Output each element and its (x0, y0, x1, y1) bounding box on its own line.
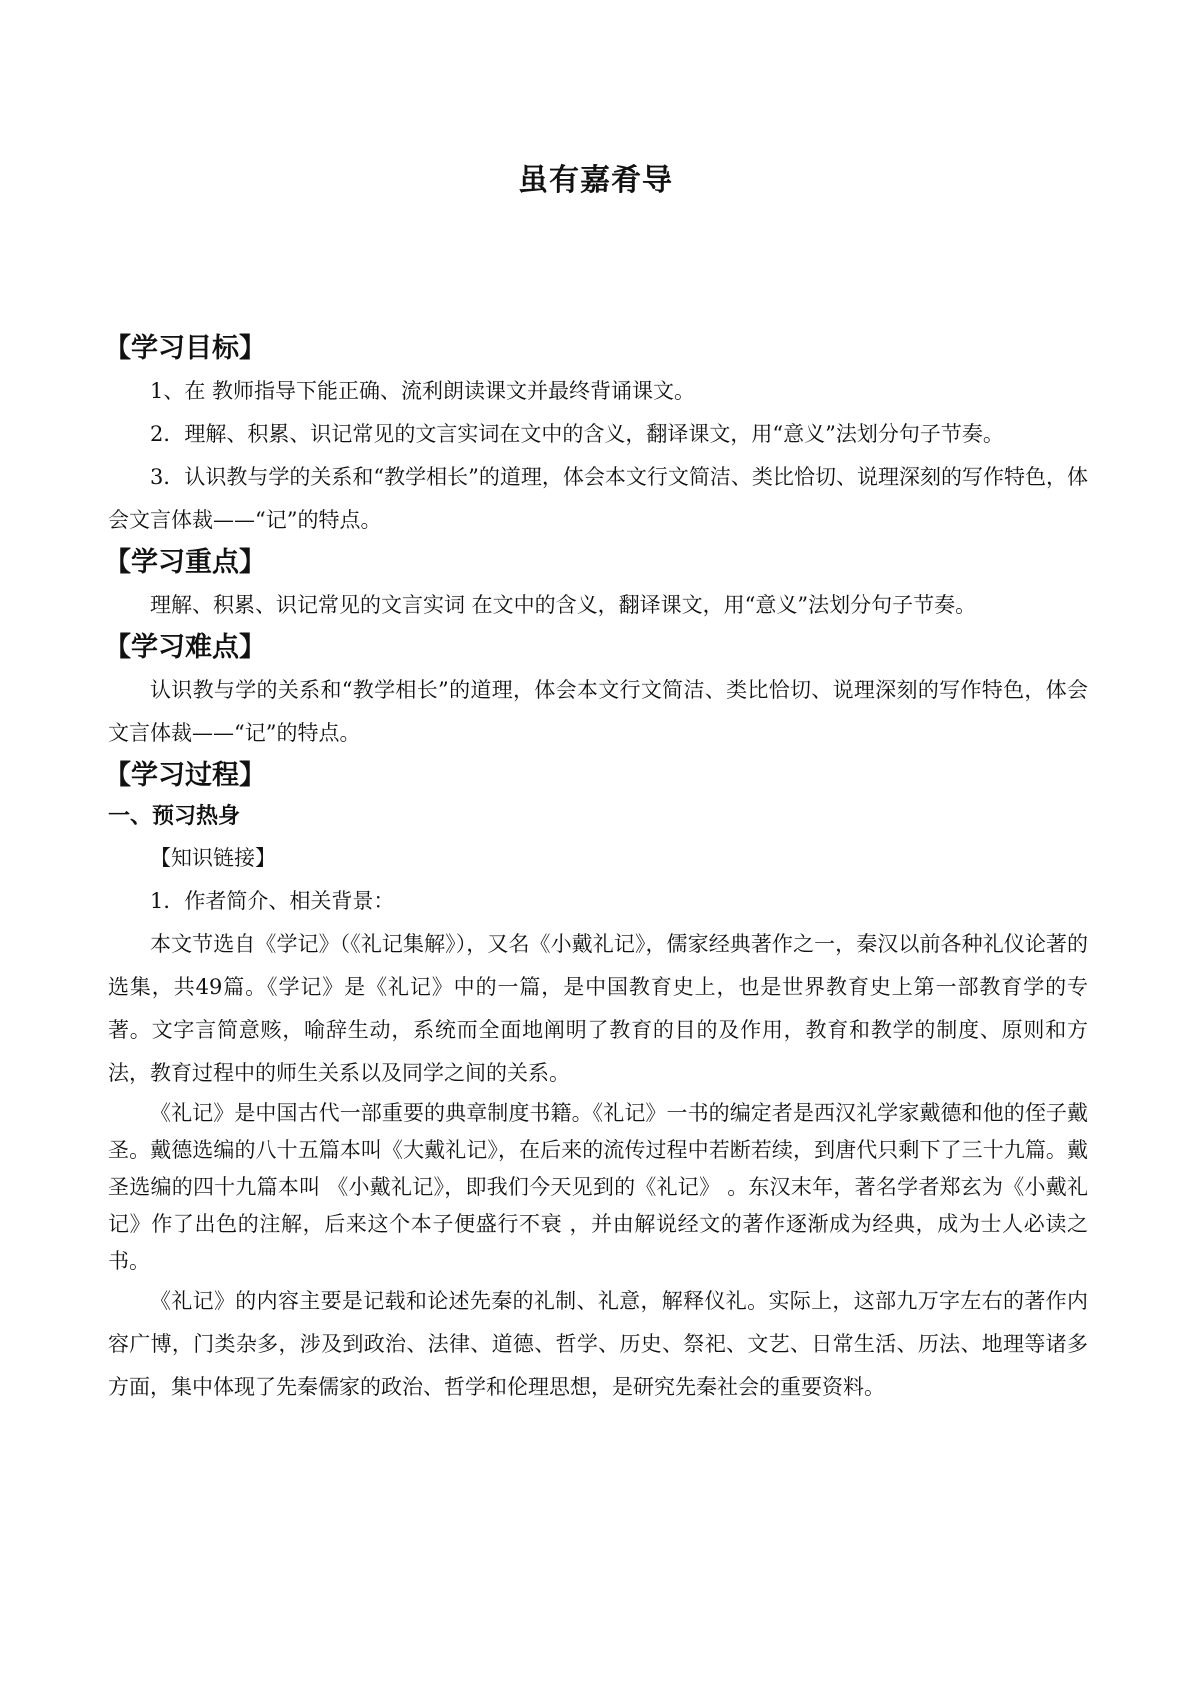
document-title: 虽有嘉肴导 (518, 163, 673, 198)
background-paragraph-3: 《礼记》的内容主要是记载和论述先秦的礼制、礼意，解释仪礼。实际上，这部九万字左右的著作内容广博，门类杂多，涉及到政治、法律、道德、哲学、历史、祭祀、文艺、日常生活、历法、地理等诸多方面，集中体现了先秦儒家的政治、哲学和伦理思想，是研究先秦社会的重要资料。 (108, 1289, 1088, 1399)
background-paragraph-2: 《礼记》是中国古代一部重要的典章制度书籍。《礼记》一书的编定者是西汉礼学家戴德和他的侄子戴圣。戴德选编的八十五篇本叫《大戴礼记》，在后来的流传过程中若断若续，到唐代只剩下了三十九篇。戴圣选编的四十九篇本叫 《小戴礼记》，即我们今天见到的《礼记》 。东汉末年，著名学者郑玄为《小戴礼记》作了出色的注解，后来这个本子便盛行不衰 ，并由解说经文的著作逐渐成为经典，成为士人必读之书。 (108, 1101, 1088, 1273)
key-points-heading: 【学习重点】 (104, 547, 266, 578)
process-heading: 【学习过程】 (104, 760, 266, 791)
objective-item-1: 1、在 教师指导下能正确、流利朗读课文并最终背诵课文。 (150, 379, 696, 403)
preview-subheading: 一、预习热身 (108, 804, 241, 829)
objective-item-2: 2．理解、积累、识记常见的文言实词在文中的含义，翻译课文，用“意义”法划分句子节奏。 (150, 422, 1004, 446)
background-paragraph-1: 本文节选自《学记》（《礼记集解》），又名《小戴礼记》，儒家经典著作之一，秦汉以前各种礼仪论著的选集，共49篇。《学记》是《礼记》中的一篇，是中国教育史上，也是世界教育史上第一部教育学的专著。文字言简意赅，喻辞生动，系统而全面地阐明了教育的目的及作用，教育和教学的制度、原则和方法，教育过程中的师生关系以及同学之间的关系。 (108, 932, 1088, 1085)
objective-item-3: 3．认识教与学的关系和“教学相长”的道理，体会本文行文简洁、类比恰切、说理深刻的写作特色，体会文言体裁——“记”的特点。 (108, 465, 1088, 532)
key-points-text: 理解、积累、识记常见的文言实词 在文中的含义，翻译课文，用“意义”法划分句子节奏。 (150, 593, 977, 617)
author-background-item: 1．作者简介、相关背景： (150, 889, 395, 913)
objectives-heading: 【学习目标】 (104, 333, 266, 364)
difficulties-text: 认识教与学的关系和“教学相长”的道理，体会本文行文简洁、类比恰切、说理深刻的写作特色，体会文言体裁——“记”的特点。 (108, 678, 1088, 745)
document-body (104, 328, 1088, 1409)
knowledge-link-label: 【知识链接】 (150, 846, 276, 870)
difficulties-heading: 【学习难点】 (104, 632, 266, 663)
